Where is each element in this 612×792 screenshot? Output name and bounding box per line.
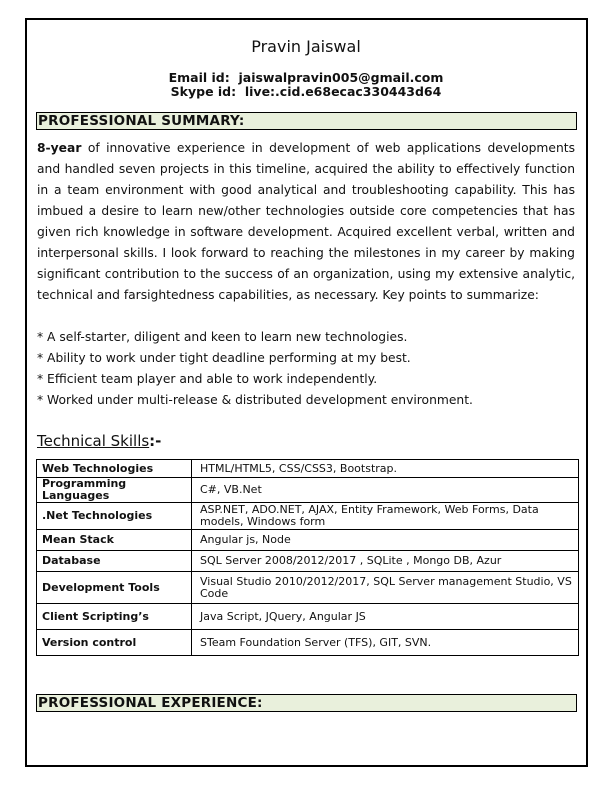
summary-paragraph [37, 138, 575, 306]
skills-row [37, 530, 579, 551]
skills-row [37, 604, 579, 630]
experience-heading: PROFESSIONAL EXPERIENCE: [36, 694, 577, 712]
skill-values: STeam Foundation Server (TFS), GIT, SVN. [192, 630, 579, 656]
skill-values: ASP.NET, ADO.NET, AJAX, Entity Framework, Web Forms, Data models, Windows form [192, 503, 579, 530]
skills-row [37, 630, 579, 656]
skills-row [37, 572, 579, 604]
summary-heading: PROFESSIONAL SUMMARY: [36, 112, 577, 130]
summary-text: of innovative experience in development of web applications developments and handled seven projects in this timeline, acquired the ability to effectively function in a team environment with good analytical and troubleshooting capability. This has imbued a desire to learn new/other technologies outside core competencies that has given rich knowledge in software development. Acquired excellent verbal, written and interpersonal skills. I look forward to reaching the milestones in my career by making significant contribution to the success of an organization, using my extensive analytic, technical and farsightedness capabilities, as necessary. Key points to summarize: [37, 141, 575, 302]
skill-category: Version control [37, 630, 192, 656]
skill-category: Development Tools [37, 572, 192, 604]
skill-category: Database [37, 551, 192, 572]
skills-row [37, 478, 579, 503]
email-label: Email id: [168, 70, 230, 85]
summary-lead: 8-year [37, 141, 82, 155]
skill-category: Programming Languages [37, 478, 192, 503]
skills-row [37, 460, 579, 478]
email-value: jaiswalpravin005@gmail.com [238, 70, 444, 85]
bullet-item: * Worked under multi-release & distributed development environment. [37, 393, 473, 407]
skills-heading [37, 432, 161, 450]
bullet-item: * Ability to work under tight deadline performing at my best. [37, 351, 411, 365]
skype-value: live:.cid.e68ecac330443d64 [244, 84, 442, 99]
skills-table [36, 459, 579, 656]
skill-values: C#, VB.Net [192, 478, 579, 503]
skill-category: Web Technologies [37, 460, 192, 478]
skill-category: .Net Technologies [37, 503, 192, 530]
skill-values: Visual Studio 2010/2012/2017, SQL Server management Studio, VS Code [192, 572, 579, 604]
bullet-item: * A self-starter, diligent and keen to learn new technologies. [37, 330, 408, 344]
skills-row [37, 503, 579, 530]
skill-values: HTML/HTML5, CSS/CSS3, Bootstrap. [192, 460, 579, 478]
skill-category: Client Scripting’s [37, 604, 192, 630]
bullet-item: * Efficient team player and able to work independently. [37, 372, 378, 386]
skills-heading-text: Technical Skills [37, 432, 150, 450]
contact-info [0, 71, 612, 99]
skill-values: Angular js, Node [192, 530, 579, 551]
skill-values: SQL Server 2008/2012/2017 , SQLite , Mongo DB, Azur [192, 551, 579, 572]
candidate-name: Pravin Jaiswal [251, 37, 361, 56]
skills-row [37, 551, 579, 572]
skills-heading-suffix: :- [149, 432, 162, 450]
summary-bullets [37, 327, 473, 411]
skype-label: Skype id: [170, 84, 237, 99]
skill-values: Java Script, JQuery, Angular JS [192, 604, 579, 630]
skill-category: Mean Stack [37, 530, 192, 551]
